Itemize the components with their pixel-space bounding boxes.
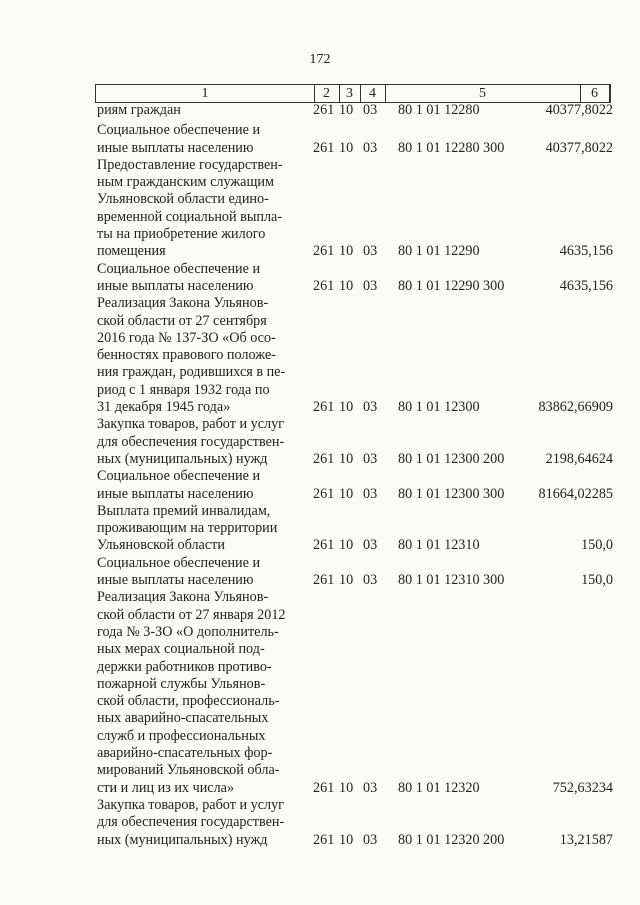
description-line: Закупка товаров, работ и услуг — [97, 797, 284, 813]
description-line: Реализация Закона Ульянов- — [97, 589, 269, 606]
cell-c2: 261 — [313, 831, 335, 848]
cell-c3: 10 — [339, 243, 354, 260]
description-line: 2016 года № 137-ЗО «Об осо- — [97, 329, 276, 346]
cell-c2: 261 — [313, 243, 335, 260]
description-line: Социальное обеспечение и — [97, 260, 261, 277]
cell-c2: 261 — [313, 572, 335, 589]
cell-c3: 10 — [339, 139, 354, 156]
description-line: для обеспечения государствен- — [97, 433, 285, 450]
cell-c7: 150,0 — [581, 572, 613, 589]
cell-c7: 4635,156 — [559, 243, 613, 260]
description-line: Ульяновской области едино- — [97, 191, 269, 208]
description-line: 31 декабря 1945 года» — [97, 399, 231, 416]
cell-c5: 80 1 01 12300 — [398, 399, 480, 416]
description-line: Реализация Закона Ульянов- — [97, 295, 269, 312]
cell-c3: 10 — [339, 450, 354, 467]
description-line: иные выплаты населению — [97, 485, 254, 502]
cell-c3: 10 — [339, 537, 354, 554]
cell-c6: 300 — [483, 572, 505, 589]
cell-c7: 40377,8022 — [545, 102, 613, 118]
description-line: мирований Ульяновской обла- — [97, 762, 280, 779]
description-line: иные выплаты населению — [97, 277, 254, 294]
cell-c6: 200 — [483, 831, 505, 848]
table-row — [95, 416, 615, 468]
cell-c7: 81664,02285 — [538, 485, 613, 502]
cell-c2: 261 — [313, 485, 335, 502]
description-line: держки работников противо- — [97, 658, 272, 675]
cell-c5: 80 1 01 12300 — [398, 450, 480, 467]
description-line: для обеспечения государствен- — [97, 814, 285, 831]
description-line: ской области от 27 января 2012 — [97, 606, 286, 623]
description-line: Выплата премий инвалидам, — [97, 502, 271, 519]
description-line: иные выплаты населению — [97, 139, 254, 156]
cell-c3: 10 — [339, 277, 354, 294]
cell-c6: 200 — [483, 450, 505, 467]
cell-c2: 261 — [313, 450, 335, 467]
description-line: бенностях правового положе- — [97, 347, 276, 364]
description-line: Предоставление государствен- — [97, 156, 283, 173]
cell-c5: 80 1 01 12290 — [398, 243, 480, 260]
cell-c4: 03 — [363, 779, 378, 796]
description-line: ния граждан, родившихся в пе- — [97, 364, 286, 381]
description-line: ты на приобретение жилого — [97, 226, 266, 243]
description-line: помещения — [97, 243, 166, 260]
row-description — [97, 122, 301, 157]
row-description — [97, 468, 301, 503]
table-row — [95, 157, 615, 261]
cell-c4: 03 — [363, 485, 378, 502]
table-row — [95, 468, 615, 503]
row-description — [97, 589, 301, 797]
table-header — [95, 84, 611, 103]
cell-c4: 03 — [363, 277, 378, 294]
cell-c3: 10 — [339, 399, 354, 416]
row-description — [97, 157, 301, 261]
table-row — [95, 261, 615, 296]
cell-c3: 10 — [339, 831, 354, 848]
row-description — [97, 295, 301, 416]
description-line: ных (муниципальных) нужд — [97, 450, 268, 467]
description-line: ской области от 27 сентября — [97, 312, 267, 329]
description-line: служб и профессиональных — [97, 727, 266, 744]
row-description — [97, 555, 301, 590]
description-line: Закупка товаров, работ и услуг — [97, 416, 284, 433]
row-description — [97, 503, 301, 555]
description-line: аварийно-спасательных фор- — [97, 745, 273, 762]
cell-c6: 300 — [483, 139, 505, 156]
cell-c5: 80 1 01 12310 — [398, 537, 480, 554]
cell-c5: 80 1 01 12320 — [398, 779, 480, 796]
row-description — [97, 797, 301, 849]
cell-c5: 80 1 01 12320 — [398, 831, 480, 848]
description-line: ных аварийно-спасательных — [97, 710, 269, 727]
description-line: иные выплаты населению — [97, 572, 254, 589]
cell-c4: 03 — [363, 831, 378, 848]
cell-c6: 300 — [483, 485, 505, 502]
table-row — [95, 102, 615, 119]
cell-c2: 261 — [313, 277, 335, 294]
description-line: риям граждан — [97, 102, 181, 118]
row-description — [97, 102, 301, 119]
cell-c2: 261 — [313, 139, 335, 156]
header-col-3: 3 — [339, 85, 361, 102]
header-col-6: 6 — [580, 85, 610, 102]
cell-c3: 10 — [339, 102, 354, 118]
cell-c4: 03 — [363, 102, 378, 118]
description-line: Социальное обеспечение и — [97, 554, 261, 571]
cell-c7: 150,0 — [581, 537, 613, 554]
cell-c4: 03 — [363, 572, 378, 589]
cell-c4: 03 — [363, 139, 378, 156]
cell-c2: 261 — [313, 102, 335, 118]
table-row — [95, 295, 615, 416]
description-line: Социальное обеспечение и — [97, 468, 261, 485]
cell-c5: 80 1 01 12310 — [398, 572, 480, 589]
header-col-4: 4 — [360, 85, 386, 102]
cell-c4: 03 — [363, 399, 378, 416]
cell-c4: 03 — [363, 450, 378, 467]
table-row — [95, 503, 615, 555]
description-line: ных мерах социальной под- — [97, 641, 265, 658]
table-row — [95, 797, 615, 849]
header-col-5: 5 — [385, 85, 581, 102]
table-row — [95, 589, 615, 797]
cell-c3: 10 — [339, 779, 354, 796]
page-number: 172 — [309, 52, 331, 67]
table-row — [95, 555, 615, 590]
cell-c5: 80 1 01 12280 — [398, 139, 480, 156]
cell-c7: 13,21587 — [559, 831, 613, 848]
cell-c2: 261 — [313, 399, 335, 416]
cell-c4: 03 — [363, 243, 378, 260]
cell-c2: 261 — [313, 779, 335, 796]
cell-c3: 10 — [339, 572, 354, 589]
cell-c7: 40377,8022 — [545, 139, 613, 156]
description-line: ных (муниципальных) нужд — [97, 831, 268, 848]
cell-c5: 80 1 01 12290 — [398, 277, 480, 294]
cell-c7: 2198,64624 — [545, 450, 613, 467]
description-line: риод с 1 января 1932 года по — [97, 381, 270, 398]
row-description — [97, 261, 301, 296]
description-line: проживающим на территории — [97, 520, 278, 537]
row-description — [97, 416, 301, 468]
cell-c7: 4635,156 — [559, 277, 613, 294]
table-row — [95, 122, 615, 157]
description-line: года № 3-ЗО «О дополнитель- — [97, 623, 279, 640]
description-line: ской области, профессиональ- — [97, 693, 280, 710]
cell-c7: 752,63234 — [552, 779, 613, 796]
cell-c5: 80 1 01 12300 — [398, 485, 480, 502]
description-line: пожарной службы Ульянов- — [97, 675, 266, 692]
description-line: Ульяновской области — [97, 537, 225, 554]
cell-c5: 80 1 01 12280 — [398, 102, 480, 118]
description-line: временной социальной выпла- — [97, 208, 283, 225]
cell-c2: 261 — [313, 537, 335, 554]
description-line: сти и лиц из их числа» — [97, 779, 235, 796]
description-line: ным гражданским служащим — [97, 174, 274, 191]
cell-c7: 83862,66909 — [538, 399, 613, 416]
cell-c4: 03 — [363, 537, 378, 554]
cell-c3: 10 — [339, 485, 354, 502]
header-col-1: 1 — [96, 85, 315, 102]
cell-c6: 300 — [483, 277, 505, 294]
description-line: Социальное обеспечение и — [97, 122, 261, 139]
header-col-2: 2 — [314, 85, 340, 102]
